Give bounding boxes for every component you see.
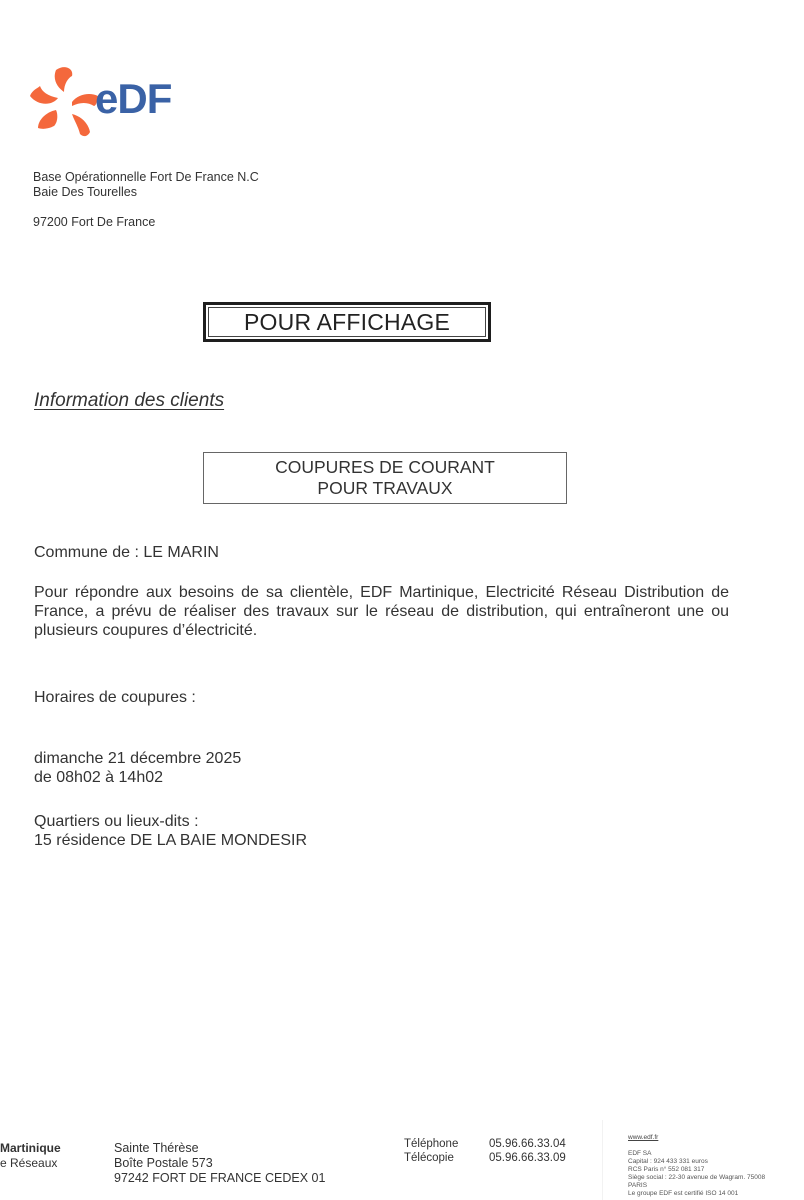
footer-organization: [0, 1141, 61, 1171]
commune-value: LE MARIN: [143, 544, 219, 561]
footer-org-line-1: Martinique: [0, 1141, 61, 1155]
legal-line-5: PARIS: [628, 1182, 648, 1189]
intro-paragraph: Pour répondre aux besoins de sa clientèle, EDF Martinique, Electricité Réseau Distribution de France, a prévu de réaliser des travaux sur le réseau de distribution, qui entraîneront une ou plusieurs coupures d’électricité.: [34, 584, 729, 639]
edf-sun-icon: [28, 66, 98, 138]
edf-wordmark: eDF: [95, 75, 172, 122]
legal-line-1: EDF SA: [628, 1150, 652, 1157]
schedule-label: Horaires de coupures :: [34, 689, 196, 706]
legal-line-2: Capital : 924 433 331 euros: [628, 1158, 708, 1165]
title-box: [203, 452, 567, 504]
footer-address: [114, 1141, 325, 1186]
location-item: 15 résidence DE LA BAIE MONDESIR: [34, 832, 307, 849]
fax-label: Télécopie: [404, 1152, 454, 1164]
title-line-1: COUPURES DE COURANT: [275, 457, 495, 477]
phone-label: Téléphone: [404, 1138, 459, 1150]
sender-line-2: Baie Des Tourelles: [33, 185, 137, 199]
legal-line-4: Siège social : 22-30 avenue de Wagram. 75008: [628, 1174, 766, 1181]
sender-address: [33, 170, 259, 230]
website-link[interactable]: www.edf.fr: [628, 1134, 659, 1141]
footer-org-line-2: e Réseaux: [0, 1156, 58, 1170]
commune-line: [34, 543, 219, 562]
fax-value: 05.96.66.33.09: [489, 1152, 566, 1164]
divider: [602, 1120, 603, 1200]
footer-address-line-1: Sainte Thérèse: [114, 1141, 199, 1155]
sender-line-3: 97200 Fort De France: [33, 215, 156, 229]
sender-line-1: Base Opérationnelle Fort De France N.C: [33, 170, 259, 184]
footer-address-line-3: 97242 FORT DE FRANCE CEDEX 01: [114, 1171, 326, 1185]
commune-label: Commune de :: [34, 544, 144, 561]
locations-block: [34, 812, 307, 850]
legal-line-3: RCS Paris n° 552 081 317: [628, 1166, 705, 1173]
footer-contact: [404, 1137, 566, 1165]
footer-legal: [628, 1134, 765, 1198]
schedule-time: de 08h02 à 14h02: [34, 769, 164, 786]
section-heading: Information des clients: [34, 390, 225, 411]
phone-value: 05.96.66.33.04: [489, 1138, 566, 1150]
posting-banner: [203, 302, 491, 342]
edf-logo: [28, 66, 198, 138]
footer-address-line-2: Boîte Postale 573: [114, 1156, 213, 1170]
schedule-date: dimanche 21 décembre 2025: [34, 750, 242, 767]
schedule-block: [34, 749, 241, 787]
legal-line-6: Le groupe EDF est certifié ISO 14 001: [628, 1190, 739, 1197]
locations-label: Quartiers ou lieux-dits :: [34, 813, 199, 830]
title-line-2: POUR TRAVAUX: [317, 478, 453, 498]
posting-banner-label: POUR AFFICHAGE: [208, 307, 486, 337]
